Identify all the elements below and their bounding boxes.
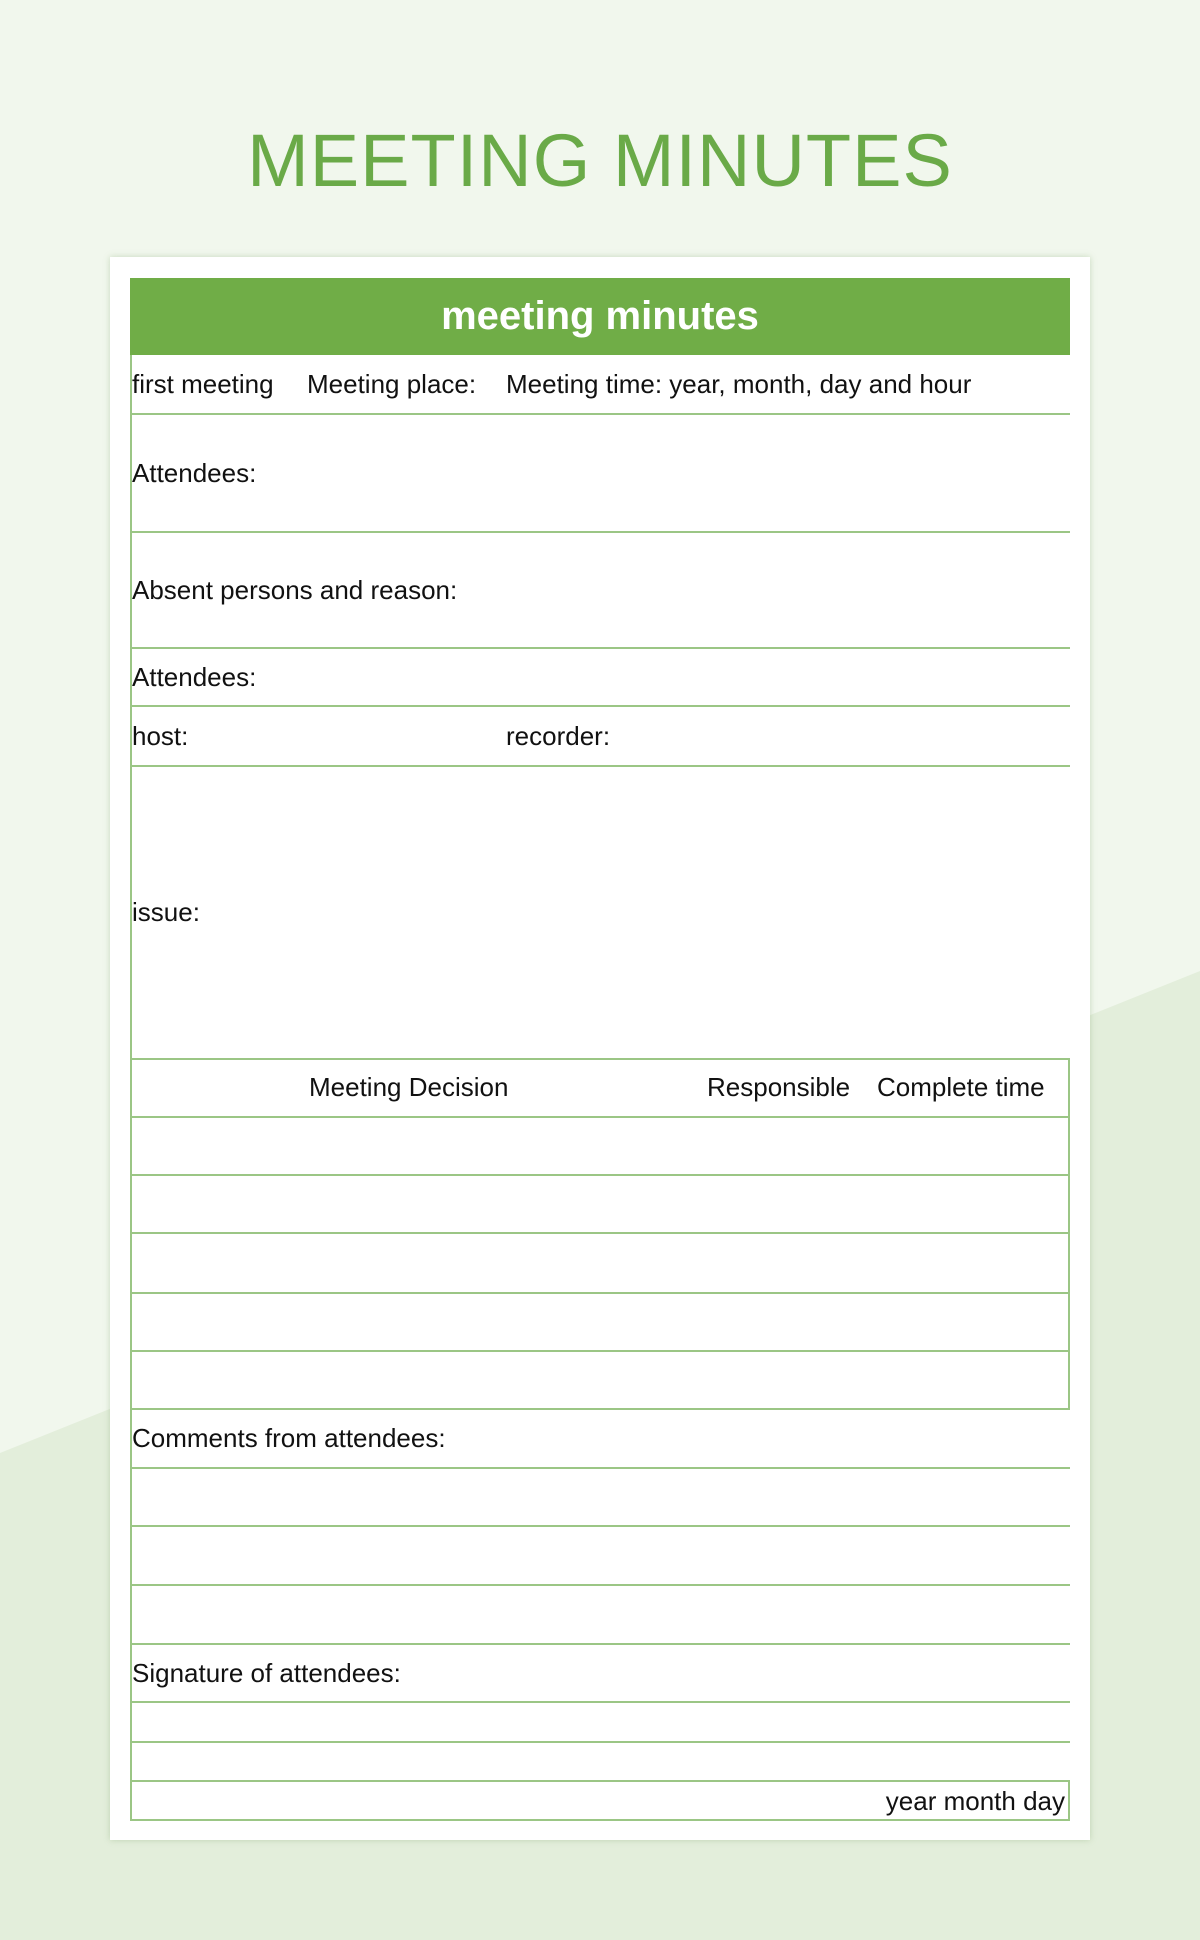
column-complete-time: Complete time xyxy=(877,1072,1045,1102)
table-row xyxy=(130,1116,1070,1118)
divider xyxy=(130,413,1070,415)
comment-line xyxy=(130,1584,1070,1586)
comment-line xyxy=(130,1525,1070,1527)
comment-line xyxy=(130,1643,1070,1645)
recorder-label: recorder: xyxy=(506,721,611,751)
column-responsible: Responsible xyxy=(707,1072,851,1102)
attendees-label-2: Attendees: xyxy=(132,662,257,692)
comment-line xyxy=(130,1467,1070,1469)
divider xyxy=(130,647,1070,649)
issue-label: issue: xyxy=(132,897,200,927)
date-row-right-border xyxy=(1068,1780,1070,1820)
meeting-place-label: Meeting place: xyxy=(307,369,477,399)
table-row xyxy=(130,1408,1070,1410)
table-row xyxy=(130,1232,1070,1234)
divider xyxy=(130,531,1070,533)
form-card xyxy=(110,257,1090,1840)
signature-label: Signature of attendees: xyxy=(132,1658,401,1688)
form-header: meeting minutes xyxy=(130,278,1070,355)
table-row xyxy=(130,1292,1070,1294)
table-row xyxy=(130,1350,1070,1352)
divider xyxy=(130,705,1070,707)
attendees-label: Attendees: xyxy=(132,458,257,488)
meeting-time-label: Meeting time: year, month, day and hour xyxy=(506,369,972,399)
signature-line xyxy=(130,1741,1070,1743)
signature-line xyxy=(130,1780,1070,1782)
divider xyxy=(130,765,1070,767)
host-label: host: xyxy=(132,721,189,751)
table-row xyxy=(130,1174,1070,1176)
column-meeting-decision: Meeting Decision xyxy=(309,1072,509,1102)
first-meeting-label: first meeting xyxy=(132,369,274,399)
comments-label: Comments from attendees: xyxy=(132,1423,446,1453)
absent-label: Absent persons and reason: xyxy=(132,575,458,605)
divider xyxy=(130,1058,1070,1060)
date-label: year month day xyxy=(885,1786,1065,1816)
signature-line xyxy=(130,1819,1070,1821)
signature-line xyxy=(130,1701,1070,1703)
page-title: MEETING MINUTES xyxy=(247,119,953,202)
